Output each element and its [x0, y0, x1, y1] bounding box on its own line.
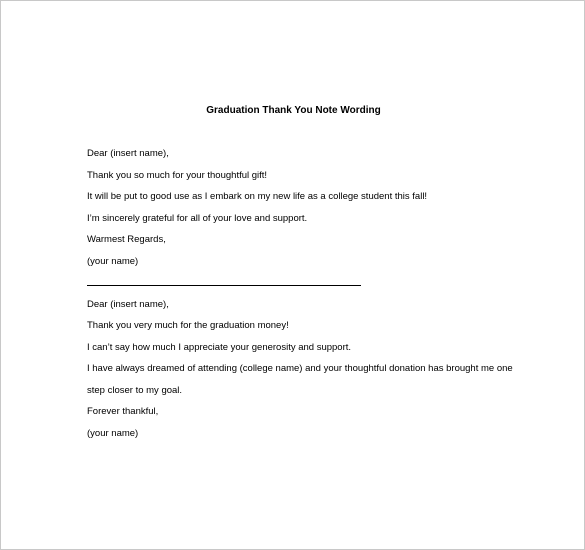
note1-signature: (your name) — [87, 256, 139, 267]
document-title: Graduation Thank You Note Wording — [206, 105, 381, 116]
note1-line-1: Thank you so much for your thoughtful gift! — [87, 170, 268, 181]
note2-signature: (your name) — [87, 428, 139, 439]
note2-line-1: Thank you very much for the graduation money! — [87, 320, 289, 331]
note2-closing: Forever thankful, — [87, 406, 159, 417]
note1-salutation: Dear (insert name), — [87, 148, 169, 159]
note2-line-3b: step closer to my goal. — [87, 385, 183, 396]
note2-line-3a: I have always dreamed of attending (college name) and your thoughtful donation has brought me one — [87, 363, 513, 374]
note2-line-2: I can’t say how much I appreciate your generosity and support. — [87, 342, 352, 353]
note1-line-2: It will be put to good use as I embark on my new life as a college student this fall! — [87, 191, 428, 202]
note1-closing: Warmest Regards, — [87, 234, 166, 245]
note2-salutation: Dear (insert name), — [87, 299, 169, 310]
note1-line-3: I’m sincerely grateful for all of your love and support. — [87, 213, 308, 224]
separator-line — [87, 285, 361, 286]
